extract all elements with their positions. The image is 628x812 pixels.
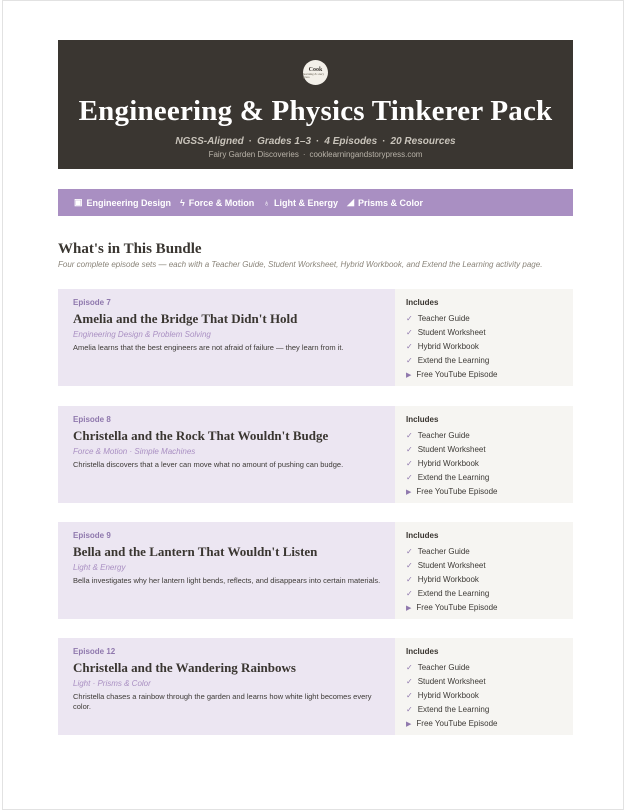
include-label: Student Worksheet (417, 445, 486, 454)
header-subline (58, 150, 573, 159)
check-icon: ✓ (406, 314, 413, 323)
include-label: Free YouTube Episode (416, 603, 498, 612)
include-item (406, 354, 573, 368)
include-label: Extend the Learning (417, 473, 490, 482)
tag-engineering-design (74, 197, 171, 208)
lightbulb-icon: ♁ (263, 197, 271, 208)
lightning-icon: ϟ (180, 197, 185, 208)
include-item (406, 689, 573, 703)
includes-heading: Includes (406, 531, 439, 540)
check-icon: ✓ (406, 473, 413, 482)
episode-description: Christella discovers that a lever can move what no amount of pushing can budge. (73, 460, 344, 469)
include-label: Free YouTube Episode (416, 487, 498, 496)
meta-resources: 20 Resources (390, 136, 456, 147)
check-icon: ✓ (406, 691, 413, 700)
include-item (406, 717, 573, 731)
include-label: Hybrid Workbook (417, 575, 479, 584)
meta-grades: Grades 1–3 (257, 136, 312, 147)
episode-card (58, 522, 573, 619)
episode-number: Episode 9 (73, 531, 111, 540)
tag-light-energy (263, 198, 338, 208)
episode-title: Christella and the Wandering Rainbows (73, 660, 296, 675)
include-label: Teacher Guide (417, 663, 470, 672)
episode-description: Christella chases a rainbow through the garden and learns how white light becomes every color. (73, 692, 372, 711)
meta-episodes: 4 Episodes (324, 136, 378, 147)
include-item (406, 457, 573, 471)
include-label: Student Worksheet (417, 328, 486, 337)
check-icon: ✓ (406, 547, 413, 556)
subline-separator: · (302, 150, 306, 159)
tag-label: Light & Energy (274, 197, 339, 208)
check-icon: ✓ (406, 677, 413, 686)
include-label: Hybrid Workbook (417, 459, 479, 468)
episode-card (58, 289, 573, 386)
logo-subtext: learning & story press (303, 71, 325, 79)
episode-topic: Light · Prisms & Color (73, 679, 151, 688)
play-icon: ▶ (406, 721, 412, 728)
include-label: Extend the Learning (417, 356, 490, 365)
include-item (406, 675, 573, 689)
check-icon: ✓ (406, 561, 413, 570)
includes-heading: Includes (406, 298, 439, 307)
check-icon: ✓ (406, 589, 413, 598)
episode-title: Christella and the Rock That Wouldn't Budge (73, 428, 329, 443)
include-item (406, 703, 573, 717)
episode-info (58, 638, 395, 735)
header-meta (58, 136, 573, 147)
include-item (406, 485, 573, 499)
episode-info (58, 522, 395, 619)
episode-number: Episode 12 (73, 647, 116, 656)
episode-info (58, 289, 395, 386)
includes-panel (395, 406, 573, 503)
include-item (406, 587, 573, 601)
include-item (406, 471, 573, 485)
includes-panel (395, 289, 573, 386)
include-label: Teacher Guide (417, 314, 470, 323)
include-item (406, 573, 573, 587)
includes-heading: Includes (406, 647, 439, 656)
episode-info (58, 406, 395, 503)
include-label: Student Worksheet (417, 677, 486, 686)
play-icon: ▶ (406, 489, 412, 496)
include-item (406, 368, 573, 382)
include-label: Extend the Learning (417, 705, 490, 714)
episode-description: Amelia learns that the best engineers are not afraid of failure — they learn from it. (73, 343, 344, 352)
meta-separator: · (248, 136, 253, 147)
episode-topic: Force & Motion · Simple Machines (73, 447, 196, 456)
include-item (406, 340, 573, 354)
page-title: Engineering & Physics Tinkerer Pack (78, 95, 553, 127)
series-name: Fairy Garden Discoveries (208, 150, 299, 159)
include-label: Extend the Learning (417, 589, 490, 598)
episode-number: Episode 8 (73, 415, 111, 424)
tag-force-motion (180, 198, 254, 208)
check-icon: ✓ (406, 328, 413, 337)
tag-label: Engineering Design (86, 197, 172, 208)
check-icon: ✓ (406, 342, 413, 351)
play-icon: ▶ (406, 605, 412, 612)
include-item (406, 443, 573, 457)
check-icon: ✓ (406, 356, 413, 365)
include-item (406, 312, 573, 326)
check-icon: ✓ (406, 575, 413, 584)
check-icon: ✓ (406, 445, 413, 454)
include-item (406, 601, 573, 615)
include-item (406, 429, 573, 443)
include-label: Hybrid Workbook (417, 342, 479, 351)
logo-text: Cook (308, 66, 323, 73)
meta-standard: NGSS-Aligned (175, 136, 244, 147)
topic-tag-bar (58, 189, 573, 216)
includes-panel (395, 638, 573, 735)
check-icon: ✓ (406, 705, 413, 714)
include-item (406, 661, 573, 675)
website-url: cooklearningandstorypress.com (309, 150, 423, 159)
includes-heading: Includes (406, 415, 439, 424)
episode-title: Amelia and the Bridge That Didn't Hold (73, 311, 298, 326)
tag-prisms-color (347, 197, 423, 208)
include-label: Teacher Guide (417, 547, 470, 556)
engineering-icon: ▣ (74, 197, 83, 207)
episode-topic: Light & Energy (73, 563, 126, 572)
meta-separator: · (382, 136, 386, 147)
section-description: Four complete episode sets — each with a Teacher Guide, Student Worksheet, Hybrid Workbook, and Extend the Learning activity page. (58, 260, 543, 269)
publisher-logo (303, 60, 328, 85)
include-label: Hybrid Workbook (417, 691, 479, 700)
episode-description: Bella investigates why her lantern light bends, reflects, and disappears into certain materials. (73, 576, 381, 585)
play-icon: ▶ (406, 372, 412, 379)
section-title: What's in This Bundle (58, 241, 202, 257)
include-item (406, 559, 573, 573)
include-label: Free YouTube Episode (416, 370, 498, 379)
episode-card (58, 406, 573, 503)
meta-separator: · (316, 136, 320, 147)
episode-number: Episode 7 (73, 298, 111, 307)
check-icon: ✓ (406, 663, 413, 672)
prism-icon: ◢ (347, 197, 354, 207)
episode-card (58, 638, 573, 735)
include-item (406, 326, 573, 340)
check-icon: ✓ (406, 431, 413, 440)
include-label: Student Worksheet (417, 561, 486, 570)
include-item (406, 545, 573, 559)
includes-panel (395, 522, 573, 619)
tag-label: Prisms & Color (357, 197, 424, 208)
include-label: Teacher Guide (417, 431, 470, 440)
episode-topic: Engineering Design & Problem Solving (73, 330, 211, 339)
include-label: Free YouTube Episode (416, 719, 498, 728)
tag-label: Force & Motion (188, 197, 255, 208)
check-icon: ✓ (406, 459, 413, 468)
episode-title: Bella and the Lantern That Wouldn't Listen (73, 544, 318, 559)
